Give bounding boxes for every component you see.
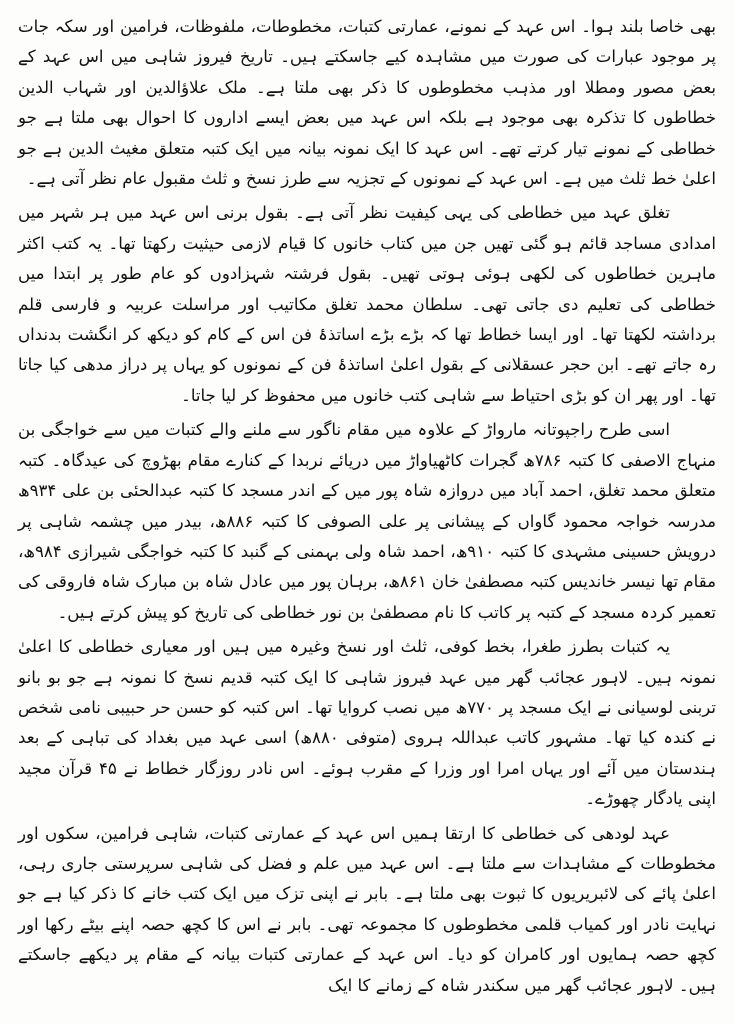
paragraph-3: اسی طرح راجپوتانہ مارواڑ کے علاوہ میں مقام ناگور سے ملنے والے کتبات میں سے خواجگی بن منہاج الاصفی کا کتبہ ۷۸۶ھ گجرات کاٹھیاواڑ میں دریائے نربدا کے کنارے مقام بھڑوچ کی عیدگاہ۔ کتبہ متعلق محمد تغلق، احمد آباد میں دروازہ شاہ پور میں کے اندر مسجد کا کتبہ عبدالحئی بن علی ۹۳۴ھ مدرسہ خواجہ محمود گاواں کے پیشانی پر علی الصوفی کا کتبہ ۸۸۶ھ، بیدر میں چشمہ شاہی پر درویش حسینی مشہدی کا کتبہ ۹۱۰ھ، احمد شاہ ولی بہمنی کے گنبد کا کتبہ خواجگی شیرازی ۹۸۴ھ، مقام تھا نیسر خاندیس کتبہ مصطفیٰ خان ۸۶۱ھ، برہان پور میں عادل شاہ بن مبارک شاہ فاروقی کی تعمیر کردہ مسجد کے کتبہ پر کاتب کا نام مصطفیٰ بن نور خطاطی کی تاریخ کو پیش کرتے ہیں۔ — [18, 420, 717, 622]
paragraph-4: یہ کتبات بطرز طغرا، بخط کوفی، ثلث اور نسخ وغیرہ میں ہیں اور معیاری خطاطی کا اعلیٰ نمونہ ہیں۔ لاہور عجائب گھر میں عہد فیروز شاہی کا ایک کتبہ قدیم نسخ کا نمونہ ہے جو بو بانو تربنی لوسیانی نے ایک مسجد پر ۷۷۰ھ میں نصب کروایا تھا۔ اس کتبہ کو حسن حر حبیبی نامی شخص نے کندہ کیا تھا۔ مشہور کاتب عبداللہ ہروی (متوفی ۸۸۰ھ) اسی عہد میں بغداد کی تباہی کے بعد ہندستان میں آئے اور یہاں امرا اور وزرا کے مقرب ہوئے۔ اس نادر روزگار خطاط نے ۴۵ قرآن مجید اپنی یادگار چھوڑے۔ — [18, 637, 716, 809]
paragraph-1: بھی خاصا بلند ہوا۔ اس عہد کے نمونے، عمارتی کتبات، مخطوطات، ملفوظات، فرامین اور سکہ جات پر موجود عبارات کی صورت میں مشاہدہ کیے جاسکتے ہیں۔ تاریخ فیروز شاہی میں اس عہد کے بعض مصور ومطلا اور مذہب مخطوطوں کا ذکر بھی ملتا ہے۔ ملک علاؤالدین اور شہاب الدین خطاطوں کا تذکرہ بھی موجود ہے بلکہ اس عہد میں بعض ایسے اداروں کا احوال بھی ملتا ہے جو خطاطی کے نمونے تیار کرتے تھے۔ اس عہد کا ایک نمونہ بیانہ میں ایک کتبہ متعلق مغیث الدین ہے جو اعلیٰ خط ثلث میں ہے۔ اس عہد کے نمونوں کے تجزیہ سے طرز نسخ و ثلث مقبول عام نظر آتی ہے۔ — [18, 17, 716, 189]
paragraph-2: تغلق عہد میں خطاطی کی یہی کیفیت نظر آتی ہے۔ بقول برنی اس عہد میں ہر شہر میں امدادی مساجد قائم ہو گئی تھیں جن میں کتاب خانوں کا قیام لازمی حیثیت رکھتا تھا۔ یہ کتب اکثر ماہرین خطاطوں کی لکھی ہوئی ہوتی تھیں۔ بقول فرشتہ شہزادوں کو عام طور پر ابتدا میں خطاطی کی تعلیم دی جاتی تھی۔ سلطان محمد تغلق مکاتیب اور مراسلت عربیہ و فارسی قلم برداشتہ لکھتا تھا۔ اور ایسا خطاط تھا کہ بڑے بڑے اساتذۂ فن اس کے کام کو دیکھ کر انگشت بدنداں رہ جاتے تھے۔ ابن حجر عسقلانی کے بقول اعلیٰ اساتذۂ فن کے نمونوں کو یہاں پر دراز مدھی کیا جاتا تھا۔ اور پھر ان کو بڑی احتیاط سے شاہی کتب خانوں میں محفوظ کر لیا جاتا۔ — [18, 203, 716, 405]
paragraph-5: عہد لودھی کی خطاطی کا ارتقا ہمیں اس عہد کے عمارتی کتبات، شاہی فرامین، سکوں اور مخطوطات کے مشاہدات سے ملتا ہے۔ اس عہد میں علم و فضل کی شاہی سرپرستی جاری رہی، اعلیٰ پائے کی لائبریریوں کا ثبوت بھی ملتا ہے۔ بابر نے اپنی تزک میں ایک کتب خانے کا ذکر کیا ہے جو نہایت نادر اور کمیاب قلمی مخطوطوں کا مجموعہ تھی۔ بابر نے اس کا کچھ حصہ اپنے بیٹے رکھا اور کچھ حصہ ہمایوں اور کامران کو دیا۔ اس عہد کے عمارتی کتبات بیانہ کے مقام پر دیکھے جاسکتے ہیں۔ لاہور عجائب گھر میں سکندر شاہ کے زمانے کا ایک — [18, 823, 716, 995]
